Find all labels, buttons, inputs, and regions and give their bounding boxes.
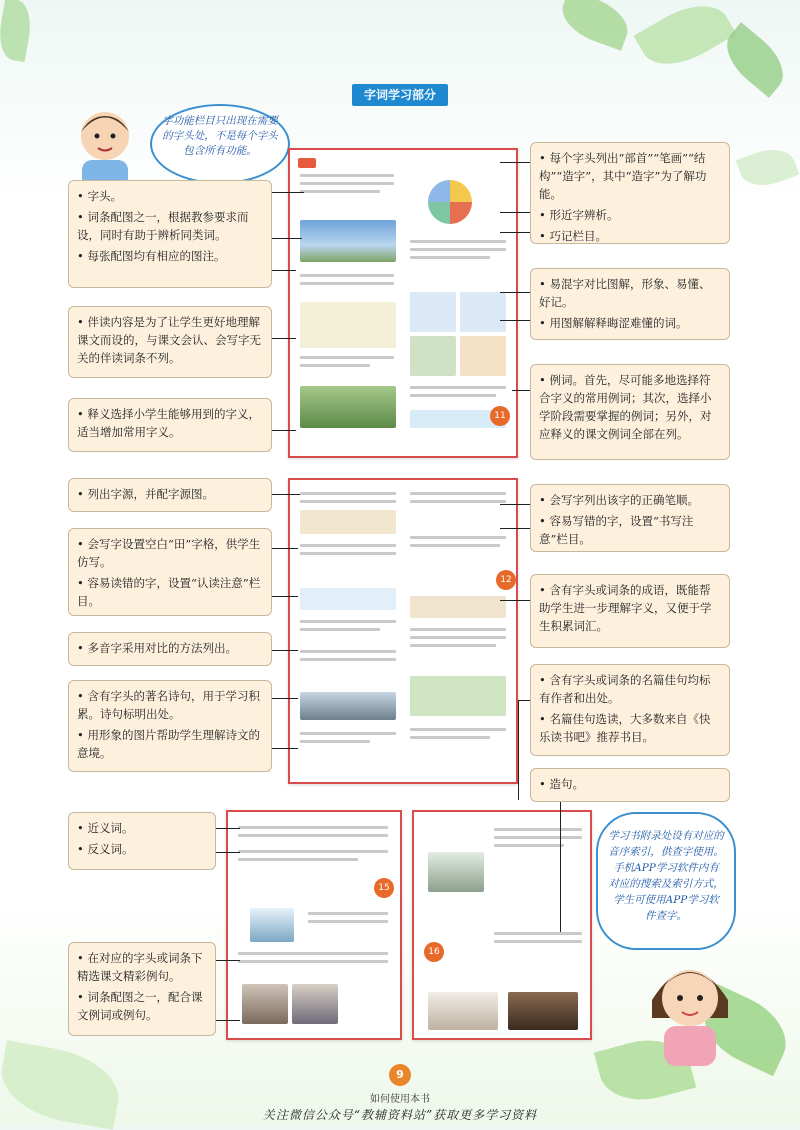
- connector-line: [500, 162, 530, 163]
- book-page-12: [288, 478, 518, 784]
- speech-bubble-right: 学习书附录处设有对应的音序索引，供查字使用。手机APP学习软件内有对应的搜索及索引方式，学生可使用APP学习软件查字。: [596, 812, 736, 950]
- callout-c1: • 字头。 • 词条配图之一，根据教参要求而设，同时有助于辨析同类词。 • 每张配图均有相应的图注。: [68, 180, 272, 288]
- leaf-decoration: [736, 142, 800, 194]
- connector-line: [272, 430, 296, 431]
- callout-c2: • 伴读内容是为了让学生更好地理解课文而设的，与课文会认、会写字无关的伴读词条不列。: [68, 306, 272, 378]
- connector-line: [500, 320, 530, 321]
- connector-line: [518, 700, 519, 800]
- section-title: 字词学习部分: [352, 84, 448, 106]
- book-page-16: [412, 810, 592, 1040]
- connector-line: [272, 494, 300, 495]
- connector-line: [500, 232, 530, 233]
- callout-c6: • 例词。首先，尽可能多地选择符合字义的常用例词；其次，选择小学阶段需要掌握的例词；另外，对应释义的课文例词全部在列。: [530, 364, 730, 460]
- diagram-circle: [428, 180, 472, 224]
- connector-line: [272, 650, 298, 651]
- connector-line: [272, 270, 296, 271]
- connector-line: [500, 528, 530, 529]
- connector-line: [272, 596, 298, 597]
- connector-line: [272, 238, 302, 239]
- connector-line: [560, 802, 561, 932]
- connector-line: [272, 548, 298, 549]
- callout-c13: • 含有字头或词条的名篇佳句均标有作者和出处。 • 名篇佳句选读，大多数来自《快乐读书吧》推荐书目。: [530, 664, 730, 756]
- girl-illustration: [630, 940, 750, 1070]
- connector-line: [500, 504, 530, 505]
- connector-line: [216, 852, 240, 853]
- page-badge: 11: [490, 406, 510, 426]
- connector-line: [518, 700, 530, 701]
- page-badge: 15: [374, 878, 394, 898]
- swan-image: [250, 908, 294, 942]
- footer-subtitle: 如何使用本书: [370, 1094, 430, 1105]
- boy-illustration: [60, 98, 150, 188]
- callout-c15: • 近义词。 • 反义词。: [68, 812, 216, 870]
- page-number: 9: [389, 1064, 411, 1086]
- connector-line: [512, 390, 530, 391]
- callout-c7: • 列出字源，并配字源图。: [68, 478, 272, 512]
- callout-c10: • 含有字头的著名诗句，用于学习积累。诗句标明出处。 • 用形象的图片帮助学生理解诗文的意境。: [68, 680, 272, 772]
- footer-note: 关注微信公众号“教辅资料站”获取更多学习资料: [262, 1108, 538, 1122]
- book-page-11: [288, 148, 518, 458]
- page-badge: 12: [496, 570, 516, 590]
- connector-line: [216, 828, 240, 829]
- callout-c16: • 在对应的字头或词条下精选课文精彩例句。 • 词条配图之一，配合课文例词或例句。: [68, 942, 216, 1036]
- leaf-decoration: [555, 0, 634, 51]
- connector-line: [500, 292, 530, 293]
- callout-c8: • 会写字设置空白“田”字格，供学生仿写。 • 容易读错的字，设置“认读注意”栏目。: [68, 528, 272, 616]
- callout-c4: • 每个字头列出“部首”“笔画”“结构”“造字”，其中“造字”为了解功能。 • 形近字辨析。 • 巧记栏目。: [530, 142, 730, 244]
- connector-line: [500, 212, 530, 213]
- connector-line: [272, 338, 296, 339]
- leaf-decoration: [634, 0, 737, 79]
- callout-c9: • 多音字采用对比的方法列出。: [68, 632, 272, 666]
- book-page-15: [226, 810, 402, 1040]
- callout-c3: • 释义选择小学生能够用到的字义，适当增加常用字义。: [68, 398, 272, 452]
- speech-bubble-left: 字功能栏目只出现在需要的字头处，不是每个字头包含所有功能。: [150, 104, 290, 184]
- connector-line: [272, 192, 304, 193]
- callout-c14: • 造句。: [530, 768, 730, 802]
- leaf-decoration: [0, 0, 35, 62]
- connector-line: [216, 1020, 240, 1021]
- connector-line: [216, 960, 240, 961]
- connector-line: [500, 600, 530, 601]
- connector-line: [272, 698, 298, 699]
- rainbow-image: [300, 220, 396, 262]
- connector-line: [272, 748, 298, 749]
- callout-c5: • 易混字对比图解，形象、易懂、好记。 • 用图解解释晦涩难懂的词。: [530, 268, 730, 340]
- page-badge: 16: [424, 942, 444, 962]
- callout-c11: • 会写字列出该字的正确笔顺。 • 容易写错的字，设置“书写注意”栏目。: [530, 484, 730, 552]
- callout-c12: • 含有字头或词条的成语，既能帮助学生进一步理解字义，又便于学生积累词汇。: [530, 574, 730, 648]
